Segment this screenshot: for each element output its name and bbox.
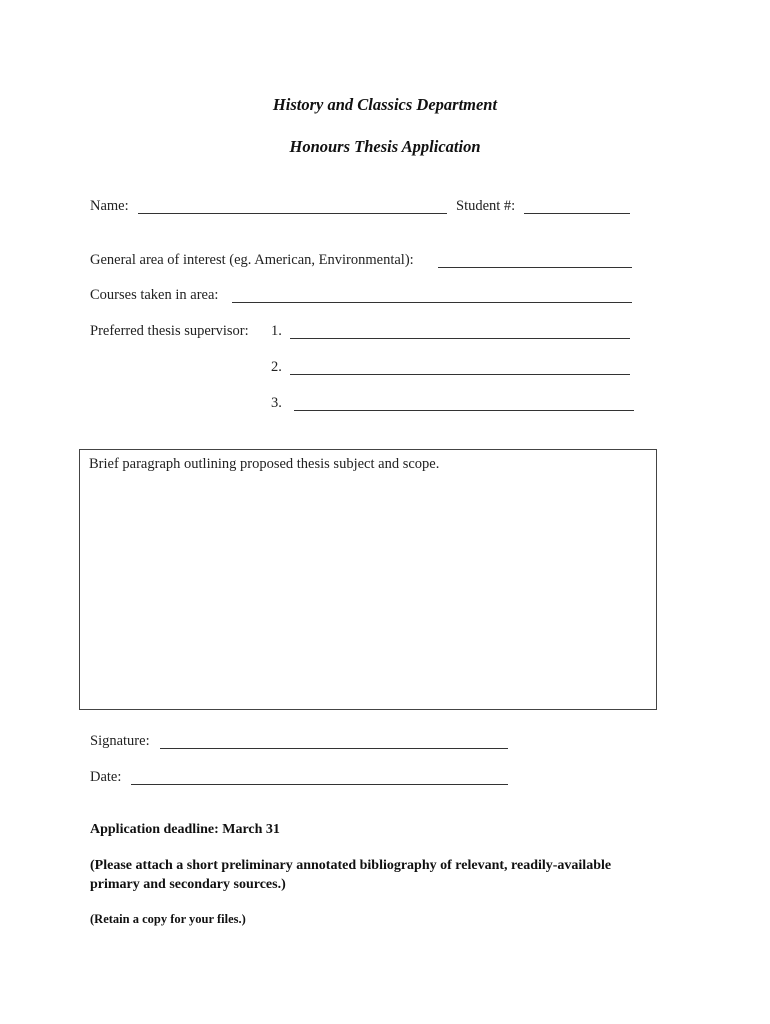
student-number-label: Student #:	[456, 198, 516, 214]
area-of-interest-label: General area of interest (eg. American, Environmental):	[90, 252, 414, 268]
date-field[interactable]	[131, 784, 508, 785]
courses-label: Courses taken in area:	[90, 287, 219, 303]
supervisor-option-1-field[interactable]	[290, 338, 630, 339]
student-number-field[interactable]	[524, 213, 630, 214]
thesis-proposal-label: Brief paragraph outlining proposed thesis subject and scope.	[89, 456, 440, 472]
supervisor-label: Preferred thesis supervisor:	[90, 323, 249, 339]
deadline-note: Application deadline: March 31	[90, 822, 280, 837]
area-of-interest-field[interactable]	[438, 267, 632, 268]
name-field[interactable]	[138, 213, 447, 214]
department-title: History and Classics Department	[272, 95, 498, 114]
supervisor-option-2-number: 2.	[271, 359, 282, 375]
form-title: Honours Thesis Application	[289, 137, 481, 156]
retain-copy-note: (Retain a copy for your files.)	[90, 912, 246, 926]
supervisor-option-3-field[interactable]	[294, 410, 634, 411]
supervisor-option-1-number: 1.	[271, 323, 282, 339]
supervisor-option-2-field[interactable]	[290, 374, 630, 375]
signature-field[interactable]	[160, 748, 508, 749]
name-label: Name:	[90, 198, 129, 214]
supervisor-option-3-number: 3.	[271, 395, 282, 411]
courses-field[interactable]	[232, 302, 632, 303]
bibliography-note-line-1: (Please attach a short preliminary annotated bibliography of relevant, readily-available	[90, 858, 612, 873]
date-label: Date:	[90, 769, 122, 785]
bibliography-note-line-2: primary and secondary sources.)	[90, 877, 286, 892]
signature-label: Signature:	[90, 733, 150, 749]
thesis-proposal-box[interactable]	[79, 449, 657, 710]
